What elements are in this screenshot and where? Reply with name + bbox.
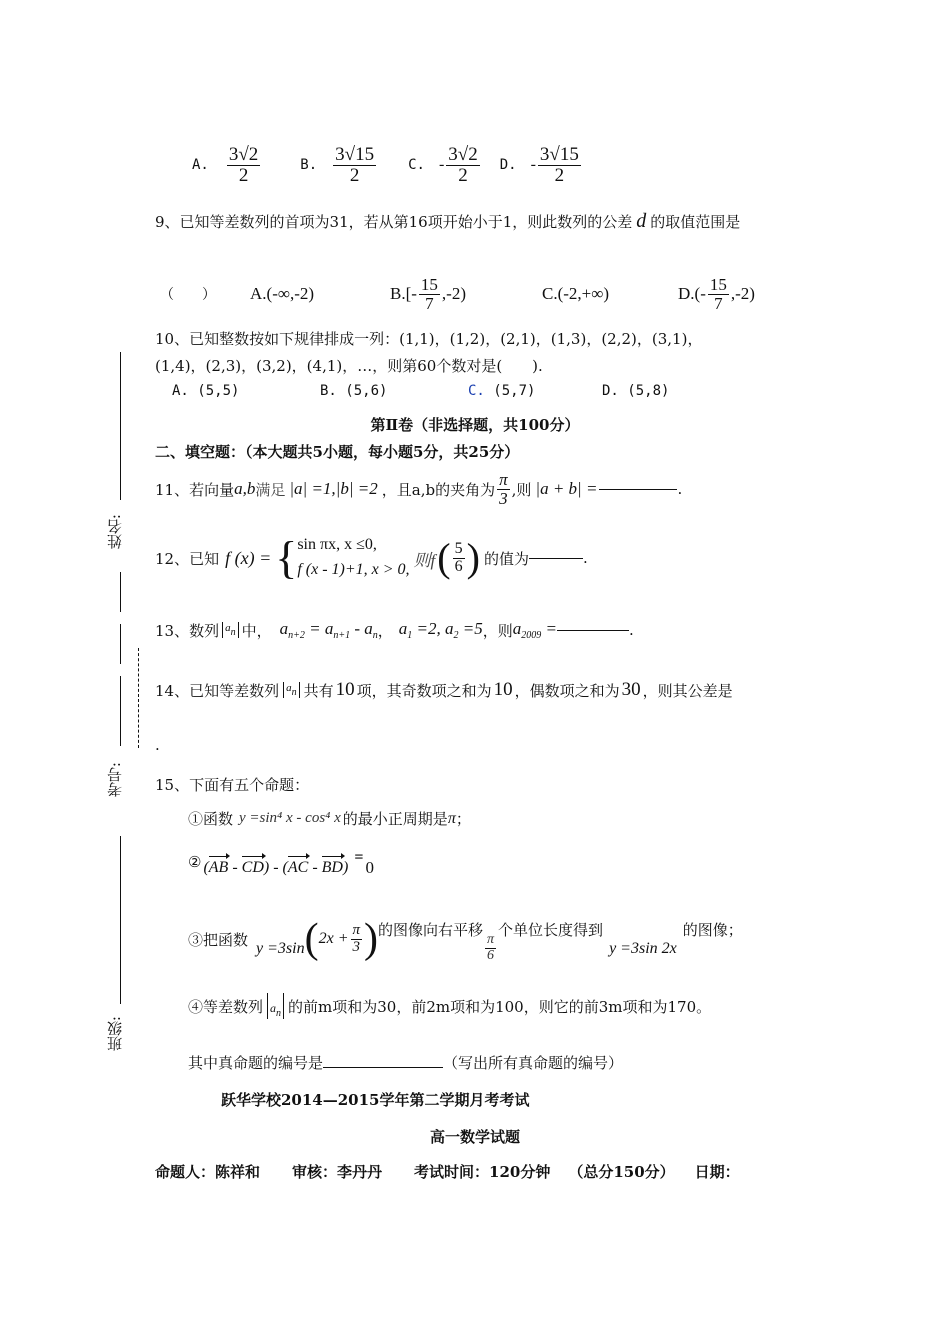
q8-options <box>192 138 583 192</box>
margin-line-4 <box>120 676 121 746</box>
q8-option-c-sign: - <box>438 156 445 173</box>
q15-head: 15、下面有五个命题： <box>155 776 310 794</box>
margin-exam-no-label: 考号: <box>106 762 124 798</box>
q10-option-b: B. (5,6) <box>320 383 388 399</box>
q14-end: . <box>155 736 160 754</box>
margin-line-1 <box>120 352 121 500</box>
q12: 12、已知 f (x) = { sin πx, x ≤0, f (x - 1)+1, x > 0, 则f ( $\frac{5}{6}$ ) 的值为 . <box>155 532 588 583</box>
q8-option-a-label: A. <box>192 157 209 173</box>
q8-option-d-value: $\frac{3√15}{2}$ <box>539 143 579 186</box>
date: 日期： <box>694 1163 740 1181</box>
q13-seq: an <box>222 622 239 638</box>
q9-var: d <box>636 210 647 232</box>
q10-option-c: C. (5,7) <box>468 383 536 399</box>
margin-dash-1 <box>138 648 139 748</box>
q8-option-b-label: B. <box>300 157 318 173</box>
q9-option-b: B.[- $\frac{15}{7}$ ,-2) <box>390 274 466 313</box>
q10-line2: (1,4)，(2,3)，(3,2)，(4,1)，…，则第60个数对是( ). <box>155 357 543 375</box>
q9-stem <box>155 210 740 233</box>
subject-title: 高一数学试题 <box>430 1128 521 1146</box>
q15-p1: ①函数 y =sin⁴ x - cos⁴ x 的最小正周期是 π ； <box>188 809 471 828</box>
q14: 14、已知等差数列 an 共有 10 项，其奇数项之和为 10 ，偶数项之和为 30 ，则其公差是 <box>155 679 733 700</box>
exam-info <box>155 1161 740 1182</box>
q13-answer-blank[interactable] <box>557 630 629 631</box>
q8-option-d-label: D. <box>499 157 517 173</box>
q13: 13、数列 an 中， $a_{n+2} = a_{n+1} - a_n$ ， $a_1 =2$, $a_2 =5$ ，则 $a_{2009}$ = . <box>155 619 634 641</box>
q12-answer-blank[interactable] <box>529 558 583 559</box>
q8-option-a-value: $\frac{3√2}{2}$ <box>228 143 259 186</box>
q9-option-d: D.(- $\frac{15}{7}$ ,-2) <box>678 274 755 313</box>
q12-case1: sin πx, x ≤0, <box>297 536 377 554</box>
school-title: 跃华学校2014—2015学年第二学期月考考试 <box>221 1091 530 1109</box>
fill-heading: 二、填空题：（本大题共5小题，每小题5分，共25分） <box>155 443 520 461</box>
q10-option-d: D. (5,8) <box>602 383 670 399</box>
q11-answer-blank[interactable] <box>599 489 677 490</box>
q15-p3: ③把函数 y =3sin ( 2x + $\frac{\pi}{3}$ ) 的图像向右平移 $\frac{\pi}{6}$ 个单位长度得到 y =3sin 2x 的图像； <box>188 916 743 963</box>
q12-case2: f (x - 1)+1, x > 0, <box>297 561 410 578</box>
q15-p4: ④等差数列 $a_n$ 的前m项和为30，前2m项和为100，则它的前3m项和为170。 <box>188 993 711 1019</box>
q15-true: 其中真命题的编号是 （写出所有真命题的编号） <box>188 1054 624 1072</box>
author: 命题人：陈祥和 <box>155 1163 261 1181</box>
q15-p2: ② (AB - CD) - (AC - BD) = 0 <box>188 849 374 877</box>
q8-option-d-sign: - <box>530 156 536 173</box>
q15-answer-blank[interactable] <box>323 1067 443 1068</box>
margin-line-5 <box>120 836 121 1004</box>
q9-option-a: A.(-∞,-2) <box>250 284 315 303</box>
total-score: （总分150分） <box>568 1163 675 1181</box>
q9-text: 9、已知等差数列的首项为31，若从第16项开始小于1，则此数列的公差 <box>155 213 633 231</box>
q8-option-c-value: $\frac{3√2}{2}$ <box>448 143 478 186</box>
q10-line1: 10、已知整数按如下规律排成一列：(1,1)，(1,2)，(2,1)，(1,3)，(2,2)，(3,1)， <box>155 330 703 348</box>
q9-option-c: C.(-2,+∞) <box>542 284 610 303</box>
margin-class-label: 班级: <box>106 1016 124 1052</box>
q8-option-b-value: $\frac{3√15}{2}$ <box>335 143 375 186</box>
q10-options <box>172 383 669 399</box>
margin-name-label: 姓名: <box>106 514 124 550</box>
q9-options <box>160 268 800 320</box>
reviewer: 审核：李丹丹 <box>292 1163 383 1181</box>
q8-option-c-label: C. <box>408 157 425 173</box>
q14-seq: an <box>283 682 300 698</box>
exam-time: 考试时间：120分钟 <box>414 1163 551 1181</box>
margin-line-2 <box>120 572 121 612</box>
q9-paren: （ ） <box>160 288 216 303</box>
q10-option-a: A. (5,5) <box>172 383 240 399</box>
q15-p4-seq: $a_n$ <box>267 993 284 1019</box>
section2-title: 第Ⅱ卷（非选择题，共100分） <box>370 416 580 434</box>
margin-line-3 <box>120 624 121 664</box>
q11: 11、若向量 a,b 满足 |a| =1,|b| =2 ，且a,b的夹角为 $\frac{\pi}{3}$ ,则 |a + b| = . <box>155 469 683 508</box>
q9-text-end: 的取值范围是 <box>650 213 741 231</box>
